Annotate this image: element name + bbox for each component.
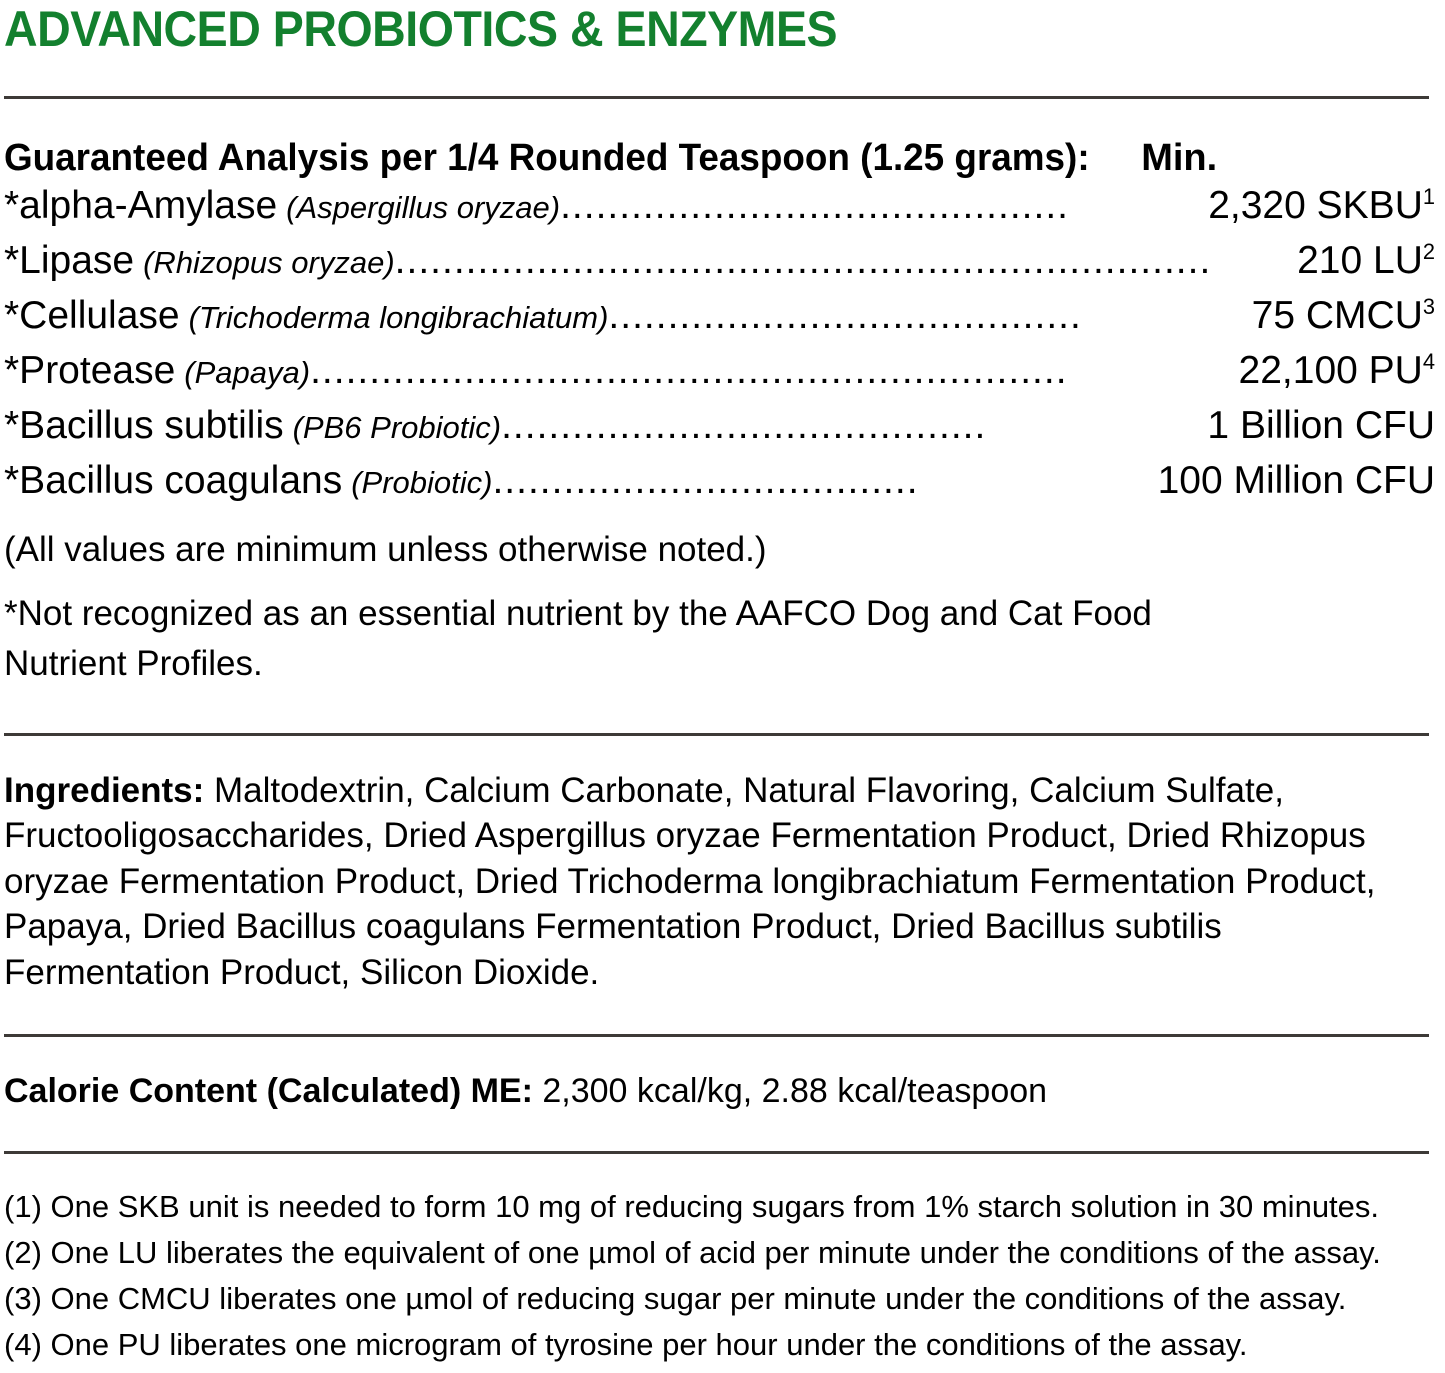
divider-above-calorie-content — [4, 1034, 1429, 1037]
footnote-item: (3) One CMCU liberates one µmol of reducing sugar per minute under the conditions of the assay. — [4, 1281, 1347, 1317]
analysis-nutrient-source: (Papaya) — [184, 354, 311, 390]
analysis-footnote-ref: 3 — [1422, 294, 1435, 319]
analysis-value — [1239, 344, 1435, 399]
analysis-value — [1158, 454, 1435, 509]
analysis-nutrient-source: (Trichoderma longibrachiatum) — [188, 300, 609, 335]
guaranteed-analysis-min-label: Min. — [1141, 137, 1218, 179]
analysis-value — [1207, 399, 1435, 454]
analysis-leader-dots: ........................................... — [560, 184, 1070, 228]
analysis-nutrient-source: (Probiotic) — [351, 464, 493, 500]
footnotes-section — [4, 1184, 1435, 1368]
analysis-value-text: 2,320 SKBU — [1208, 184, 1423, 228]
analysis-nutrient-name: *alpha-Amylase — [4, 184, 278, 228]
aafco-disclaimer-note: *Not recognized as an essential nutrient by the AAFCO Dog and Cat Food Nutrient Profiles. — [4, 594, 1152, 684]
analysis-row — [4, 179, 1435, 234]
analysis-nutrient-source: (Aspergillus oryzae) — [286, 190, 561, 226]
analysis-row — [4, 399, 1435, 454]
analysis-row — [4, 289, 1435, 344]
analysis-leader-dots: ................................................................ — [310, 348, 1068, 392]
minimum-values-note: (All values are minimum unless otherwise noted.) — [4, 529, 767, 569]
analysis-row — [4, 234, 1435, 289]
analysis-value-text: 210 LU — [1297, 239, 1423, 283]
analysis-nutrient-name: *Bacillus subtilis — [4, 403, 284, 447]
analysis-nutrient-source: (Rhizopus oryzae) — [143, 245, 395, 281]
footnote-item: (4) One PU liberates one microgram of tyrosine per hour under the conditions of the assay. — [4, 1327, 1248, 1363]
analysis-nutrient-name: *Lipase — [4, 239, 135, 283]
guaranteed-analysis-heading — [4, 138, 1435, 179]
analysis-value — [1297, 234, 1435, 289]
guaranteed-analysis-rows — [4, 179, 1435, 509]
calorie-content-value: 2,300 kcal/kg, 2.88 kcal/teaspoon — [532, 1072, 1048, 1111]
analysis-value — [1252, 289, 1435, 344]
divider-above-ingredients — [4, 733, 1429, 736]
ingredients-label: Ingredients: — [4, 770, 205, 810]
analysis-leader-dots: ..................................................................... — [394, 239, 1212, 283]
analysis-footnote-ref: 4 — [1422, 348, 1435, 374]
page-title: ADVANCED PROBIOTICS & ENZYMES — [4, 1, 838, 57]
analysis-value-text: 22,100 PU — [1238, 348, 1423, 392]
analysis-value — [1208, 179, 1435, 234]
analysis-leader-dots: ........................................ — [608, 294, 1082, 337]
footnote-item: (2) One LU liberates the equivalent of one µmol of acid per minute under the conditions of the assay. — [4, 1235, 1381, 1271]
analysis-value-text: 1 Billion CFU — [1207, 403, 1435, 447]
analysis-value-text: 100 Million CFU — [1157, 458, 1435, 502]
divider-under-title — [4, 96, 1429, 99]
analysis-nutrient-name: *Bacillus coagulans — [4, 458, 343, 502]
analysis-footnote-ref: 1 — [1422, 184, 1435, 210]
analysis-footnote-ref: 2 — [1422, 239, 1435, 265]
analysis-leader-dots: .................................... — [492, 458, 919, 502]
analysis-leader-dots: ......................................... — [501, 403, 987, 447]
guaranteed-analysis-heading-text: Guaranteed Analysis per 1/4 Rounded Teaspoon (1.25 grams): — [4, 137, 1090, 179]
analysis-value-text: 75 CMCU — [1251, 294, 1423, 337]
analysis-nutrient-name: *Cellulase — [4, 294, 180, 337]
calorie-content-label: Calorie Content (Calculated) ME: — [4, 1072, 533, 1111]
footnote-item: (1) One SKB unit is needed to form 10 mg of reducing sugars from 1% starch solution in 30 minutes. — [4, 1189, 1380, 1225]
analysis-row — [4, 454, 1435, 509]
analysis-row — [4, 344, 1435, 399]
ingredients-text: Maltodextrin, Calcium Carbonate, Natural Flavoring, Calcium Sulfate, Fructooligosaccharides, Dried Aspergillus oryzae Fermentation Product, Dried Rhizopus oryzae Fermentation Product, Dried Trichoderma longibrachiatum Fermentation Product, Papaya, Dried Bacillus coagulans Fermentation Product, Dried Bacillus subtilis Fermentation Product, Silicon Dioxide. — [4, 770, 1376, 992]
analysis-nutrient-name: *Protease — [4, 348, 176, 392]
analysis-nutrient-source: (PB6 Probiotic) — [292, 409, 502, 445]
divider-above-footnotes — [4, 1151, 1429, 1154]
ingredients-section — [4, 768, 1395, 996]
calorie-content-section — [4, 1069, 1435, 1113]
